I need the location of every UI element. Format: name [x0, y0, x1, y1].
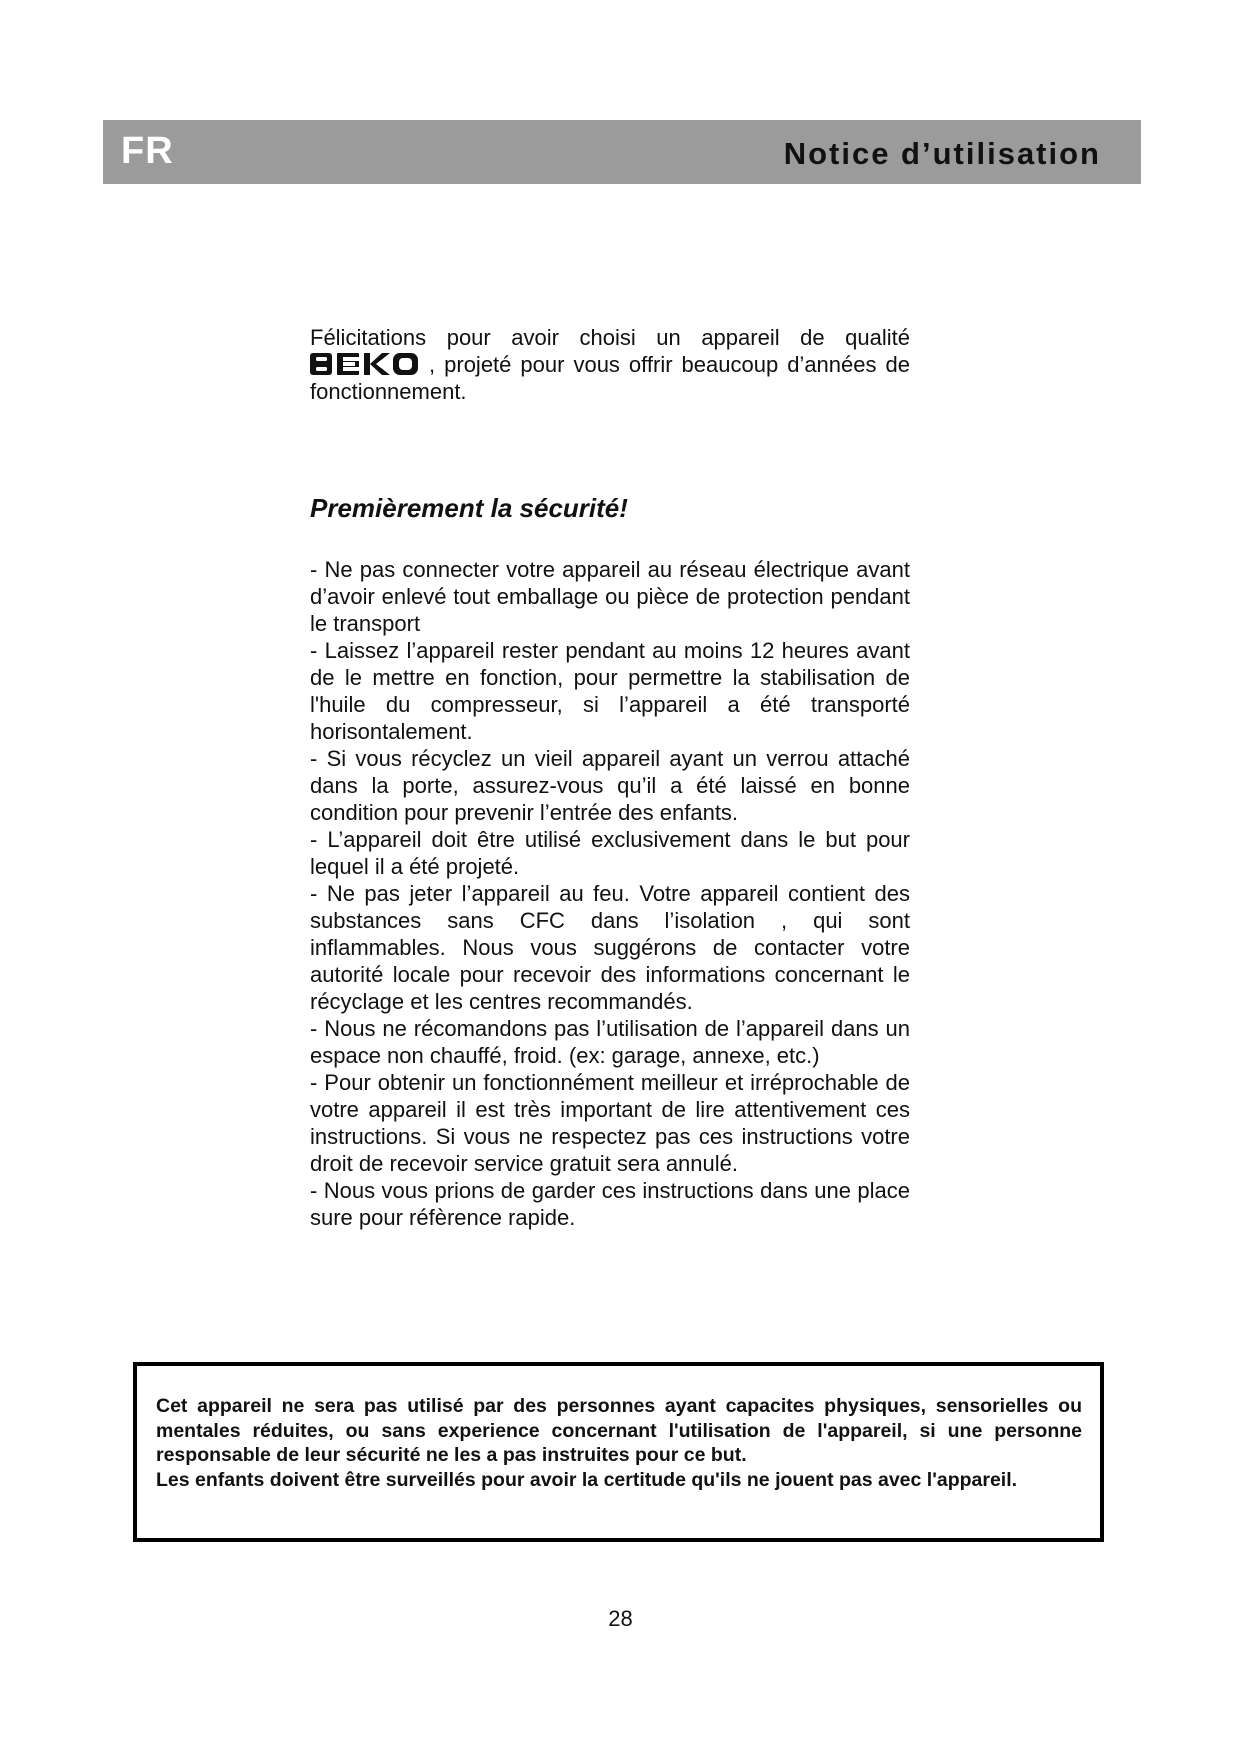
- safety-list: [310, 556, 910, 1231]
- beko-logo: [310, 353, 418, 375]
- intro-line-after-brand: , projeté pour vous offrir beaucoup d’années de fonctionnement.: [310, 352, 910, 404]
- warning-box: [133, 1362, 1104, 1542]
- warning-paragraph-capacities: Cet appareil ne sera pas utilisé par des personnes ayant capacites physiques, sensorielles ou mentales réduites, ou sans experience concernant l'utilisation de l'appareil, si une personne responsable de leur sécurité ne les a pas instruites pour ce but.: [156, 1395, 1082, 1466]
- safety-item: - Ne pas jeter l’appareil au feu. Votre appareil contient des substances sans CFC dans l’isolation , qui sont inflammables. Nous vous suggérons de contacter votre autorité locale pour recevoir des informations concernant le récyclage et les centres recommandés.: [310, 881, 910, 1014]
- header-band: [103, 120, 1141, 184]
- main-content: [310, 324, 910, 1231]
- safety-item: - Pour obtenir un fonctionnément meilleur et irréprochable de votre appareil il est très important de lire attentivement ces instructions. Si vous ne respectez pas ces instructions votre droit de recevoir service gratuit sera annulé.: [310, 1070, 910, 1176]
- safety-item: - Si vous récyclez un vieil appareil ayant un verrou attaché dans la porte, assurez-vous qu’il a été laissé en bonne condition pour prevenir l’entrée des enfants.: [310, 746, 910, 825]
- intro-line-before-brand: Félicitations pour avoir choisi un appareil de qualité: [310, 325, 910, 350]
- safety-item: - Nous vous prions de garder ces instructions dans une place sure pour réfèrence rapide.: [310, 1178, 910, 1230]
- safety-item: - Laissez l’appareil rester pendant au moins 12 heures avant de le mettre en fonction, pour permettre la stabilisation de l'huile du compresseur, si l’appareil a été transporté horisontalement.: [310, 638, 910, 744]
- warning-paragraph-children: Les enfants doivent être surveillés pour avoir la certitude qu'ils ne jouent pas avec l'appareil.: [156, 1468, 1018, 1491]
- safety-item: - Nous ne récomandons pas l’utilisation de l’appareil dans un espace non chauffé, froid. (ex: garage, annexe, etc.): [310, 1016, 910, 1068]
- intro-paragraph: [310, 324, 910, 405]
- safety-item: - Ne pas connecter votre appareil au réseau électrique avant d’avoir enlevé tout emballage ou pièce de protection pendant le transport: [310, 557, 910, 636]
- language-code: FR: [121, 130, 174, 172]
- safety-item: - L’appareil doit être utilisé exclusivement dans le but pour lequel il a été projeté.: [310, 827, 910, 879]
- page-title: Notice d’utilisation: [783, 136, 1101, 171]
- safety-heading: Premièrement la sécurité!: [310, 493, 628, 523]
- page-number: 28: [608, 1606, 633, 1631]
